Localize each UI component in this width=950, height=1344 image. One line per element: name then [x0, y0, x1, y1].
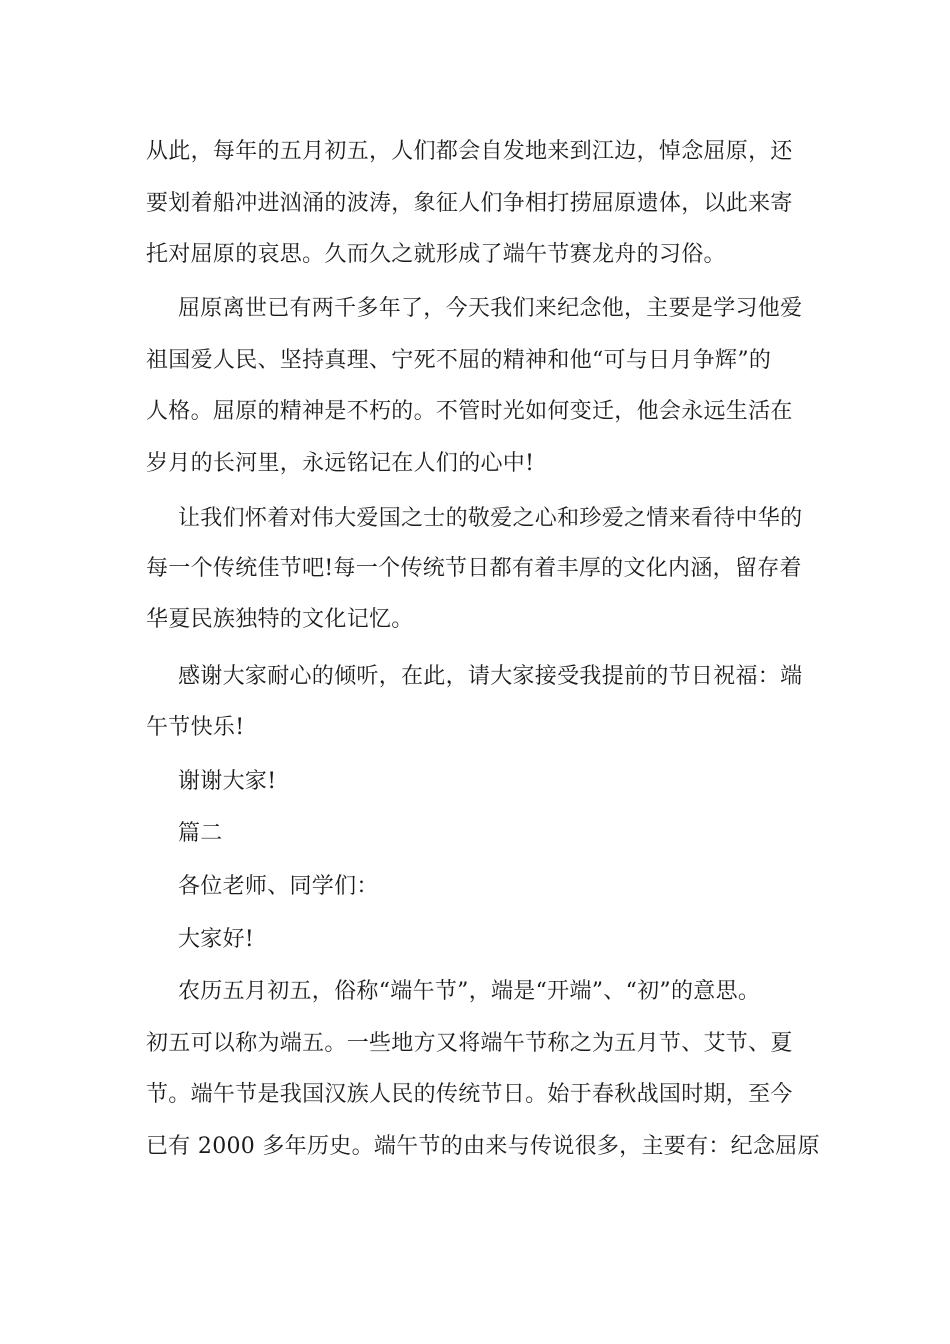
text-line: 屈原离世已有两千多年了，今天我们来纪念他，主要是学习他爱 — [178, 296, 803, 321]
text-line: 初五可以称为端五。一些地方又将端午节称之为五月节、艾节、夏 — [146, 1031, 793, 1056]
text-line: 感谢大家耐心的倾听，在此，请大家接受我提前的节日祝福：端 — [178, 664, 803, 689]
text-line: 华夏民族独特的文化记忆。 — [146, 607, 414, 632]
text-line: 从此，每年的五月初五，人们都会自发地来到江边，悼念屈原，还 — [146, 139, 793, 164]
text-line: 午节快乐! — [146, 715, 245, 740]
text-line: 让我们怀着对伟大爱国之士的敬爱之心和珍爱之情来看待中华的 — [178, 506, 803, 531]
text-line: 要划着船冲进汹涌的波涛，象征人们争相打捞屈原遗体，以此来寄 — [146, 191, 793, 216]
section-heading: 篇二 — [178, 821, 223, 846]
text-line: 人格。屈原的精神是不朽的。不管时光如何变迁，他会永远生活在 — [146, 399, 793, 424]
text-line: 已有 2000 多年历史。端午节的由来与传说很多，主要有：纪念屈原 — [146, 1134, 820, 1159]
text-line: 岁月的长河里，永远铭记在人们的心中! — [146, 451, 535, 476]
text-line: 谢谢大家! — [178, 769, 277, 794]
text-line: 各位老师、同学们： — [178, 874, 379, 899]
text-line: 节。端午节是我国汉族人民的传统节日。始于春秋战国时期，至今 — [146, 1082, 793, 1107]
text-line: 祖国爱人民、坚持真理、宁死不屈的精神和他“可与日月争辉”的 — [146, 348, 772, 373]
text-line: 每一个传统佳节吧!每一个传统节日都有着丰厚的文化内涵，留存着 — [146, 556, 802, 581]
text-line: 大家好! — [178, 927, 255, 952]
text-line: 农历五月初五，俗称“端午节”，端是“开端”、“初”的意思。 — [178, 979, 761, 1004]
text-line: 托对屈原的哀思。久而久之就形成了端午节赛龙舟的习俗。 — [146, 242, 726, 267]
